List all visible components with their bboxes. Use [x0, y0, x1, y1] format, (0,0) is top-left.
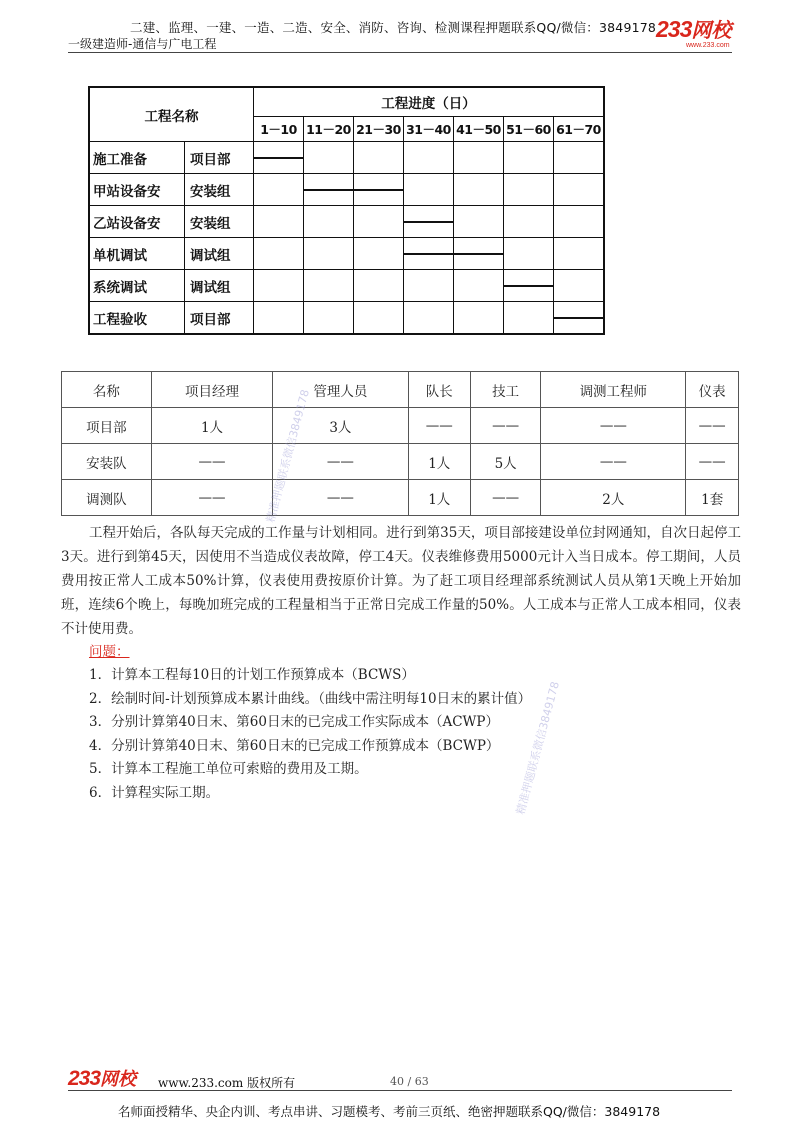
gantt-cell — [304, 238, 354, 270]
gantt-period: 21－30 — [354, 117, 404, 142]
gantt-task-team: 调试组 — [185, 238, 254, 270]
staff-cell: —— — [686, 444, 739, 480]
gantt-cell — [454, 302, 504, 335]
page-number: 40 / 63 — [390, 1075, 429, 1088]
staff-cell: —— — [273, 480, 408, 516]
footer-site: www.233.com 版权所有 — [158, 1076, 296, 1090]
gantt-task-team: 安装组 — [185, 206, 254, 238]
gantt-cell — [454, 142, 504, 174]
staff-cell: —— — [273, 444, 408, 480]
footer-logo-cn: 网校 — [100, 1069, 137, 1089]
gantt-task-name: 工程验收 — [89, 302, 185, 335]
gantt-period: 31－40 — [404, 117, 454, 142]
gantt-cell — [354, 174, 404, 206]
gantt-cell — [404, 302, 454, 335]
questions-title: 问题： — [89, 644, 130, 660]
staff-header-row — [62, 372, 739, 408]
question-item: 6．计算程实际工期。 — [89, 784, 220, 801]
gantt-bar — [554, 317, 604, 319]
gantt-cell — [504, 238, 554, 270]
gantt-cell — [404, 142, 454, 174]
gantt-cell — [304, 302, 354, 335]
staff-cell: —— — [408, 408, 470, 444]
staff-cell: —— — [470, 408, 540, 444]
staff-cell: 5人 — [470, 444, 540, 480]
staff-cell: —— — [151, 444, 272, 480]
staff-header-cell: 名称 — [62, 372, 152, 408]
gantt-cell — [254, 142, 304, 174]
gantt-cell — [404, 206, 454, 238]
gantt-cell — [254, 206, 304, 238]
staff-cell: 1套 — [686, 480, 739, 516]
gantt-cell — [504, 302, 554, 335]
staff-header-cell: 项目经理 — [151, 372, 272, 408]
staff-cell: —— — [686, 408, 739, 444]
staff-row — [62, 408, 739, 444]
gantt-row — [89, 270, 604, 302]
question-item: 4．分别计算第40日末、第60日末的已完成工作预算成本（BCWP） — [89, 737, 500, 754]
gantt-row — [89, 142, 604, 174]
gantt-row — [89, 206, 604, 238]
staff-cell: —— — [541, 444, 686, 480]
watermark: 精准押题联系微信3849178 — [263, 388, 312, 524]
staff-header-cell: 仪表 — [686, 372, 739, 408]
gantt-bar — [404, 221, 454, 223]
gantt-period: 61－70 — [554, 117, 605, 142]
gantt-period: 11－20 — [304, 117, 354, 142]
footer-logo — [68, 1068, 136, 1089]
header-banner: 二建、监理、一建、一造、二造、安全、消防、咨询、检测课程押题联系QQ/微信：3849178 — [130, 20, 657, 35]
gantt-period: 1－10 — [254, 117, 304, 142]
header-subtitle: 一级建造师-通信与广电工程 — [68, 37, 217, 51]
header-logo-cn: 网校 — [691, 20, 732, 42]
gantt-cell — [404, 238, 454, 270]
staff-cell: 项目部 — [62, 408, 152, 444]
gantt-cell — [254, 174, 304, 206]
staff-cell: —— — [541, 408, 686, 444]
gantt-task-team: 项目部 — [185, 302, 254, 335]
staff-cell: 3人 — [273, 408, 408, 444]
question-item: 5．计算本工程施工单位可索赔的费用及工期。 — [89, 761, 368, 777]
staff-cell: —— — [151, 480, 272, 516]
gantt-cell — [554, 238, 605, 270]
gantt-bar — [354, 189, 404, 191]
staff-header-cell: 技工 — [470, 372, 540, 408]
footer-rule — [68, 1090, 732, 1091]
gantt-task-team: 项目部 — [185, 142, 254, 174]
header-logo-url: www.233.com — [686, 42, 730, 49]
staff-row — [62, 480, 739, 516]
staff-cell: 1人 — [151, 408, 272, 444]
gantt-cell — [354, 238, 404, 270]
staff-header-cell: 调测工程师 — [541, 372, 686, 408]
gantt-cell — [254, 270, 304, 302]
gantt-cell — [354, 302, 404, 335]
gantt-cell — [354, 142, 404, 174]
gantt-task-name: 系统调试 — [89, 270, 185, 302]
gantt-task-name: 甲站设备安 — [89, 174, 185, 206]
gantt-cell — [454, 174, 504, 206]
question-item: 1．计算本工程每10日的计划工作预算成本（BCWS） — [89, 667, 415, 683]
gantt-cell — [554, 302, 605, 335]
gantt-cell — [454, 270, 504, 302]
gantt-bar — [504, 285, 554, 287]
staff-cell: 1人 — [408, 444, 470, 480]
question-item: 3．分别计算第40日末、第60日末的已完成工作实际成本（ACWP） — [89, 714, 499, 730]
gantt-bar — [304, 189, 354, 191]
gantt-cell — [554, 270, 605, 302]
gantt-period: 51－60 — [504, 117, 554, 142]
gantt-cell — [454, 206, 504, 238]
gantt-cell — [504, 270, 554, 302]
gantt-cell — [554, 142, 605, 174]
gantt-period: 41－50 — [454, 117, 504, 142]
staff-cell: 2人 — [541, 480, 686, 516]
staff-header-cell: 管理人员 — [273, 372, 408, 408]
gantt-bar — [254, 157, 304, 159]
gantt-cell — [504, 206, 554, 238]
gantt-row — [89, 302, 604, 335]
question-item: 2．绘制时间-计划预算成本累计曲线。（曲线中需注明每10日末的累计值） — [89, 690, 532, 707]
header-logo — [656, 18, 731, 41]
gantt-bar — [404, 253, 454, 255]
gantt-task-team: 调试组 — [185, 270, 254, 302]
gantt-task-team: 安装组 — [185, 174, 254, 206]
gantt-cell — [504, 174, 554, 206]
gantt-task-name: 单机调试 — [89, 238, 185, 270]
gantt-cell — [354, 270, 404, 302]
gantt-row — [89, 174, 604, 206]
staff-cell: 调测队 — [62, 480, 152, 516]
staff-table — [61, 371, 739, 516]
gantt-cell — [254, 302, 304, 335]
staff-cell: 1人 — [408, 480, 470, 516]
gantt-head-name: 工程名称 — [89, 87, 254, 142]
gantt-cell — [254, 238, 304, 270]
gantt-cell — [554, 206, 605, 238]
staff-cell: 安装队 — [62, 444, 152, 480]
staff-row — [62, 444, 739, 480]
gantt-cell — [454, 238, 504, 270]
header-rule — [68, 52, 732, 53]
footer-logo-num: 233 — [68, 1067, 101, 1090]
problem-paragraph: 工程开始后，各队每天完成的工作量与计划相同。进行到第35天，项目部接建设单位封网通知，自次日起停工3天。进行到第45天，因使用不当造成仪表故障，停工4天。仪表维修费用5000元计入当日成本。停工期间，人员费用按正常人工成本50%计算，仪表使用费按原价计算。为了赶工项目经理部系统测试人员从第1天晚上开始加班，连续6个晚上，每晚加班完成的工程量相当于正常日完成工作量的50%。人工成本与正常人工成本相同，仪表不计使用费。 — [61, 525, 741, 637]
staff-cell: —— — [470, 480, 540, 516]
gantt-cell — [504, 142, 554, 174]
header-logo-num: 233 — [656, 16, 692, 42]
staff-header-cell: 队长 — [408, 372, 470, 408]
gantt-cell — [354, 206, 404, 238]
gantt-cell — [304, 270, 354, 302]
footer-ad: 名师面授精华、央企内训、考点串讲、习题模考、考前三页纸、绝密押题联系QQ/微信：3849178 — [118, 1104, 661, 1119]
gantt-task-name: 乙站设备安 — [89, 206, 185, 238]
gantt-cell — [304, 206, 354, 238]
gantt-cell — [304, 142, 354, 174]
gantt-bar — [454, 253, 504, 255]
gantt-cell — [404, 174, 454, 206]
gantt-head-progress: 工程进度（日） — [254, 87, 605, 117]
watermark: 精准押题联系微信3849178 — [513, 680, 562, 816]
gantt-row — [89, 238, 604, 270]
gantt-task-name: 施工准备 — [89, 142, 185, 174]
gantt-table — [88, 86, 605, 335]
gantt-cell — [304, 174, 354, 206]
questions-list — [89, 664, 531, 805]
gantt-cell — [554, 174, 605, 206]
gantt-cell — [404, 270, 454, 302]
